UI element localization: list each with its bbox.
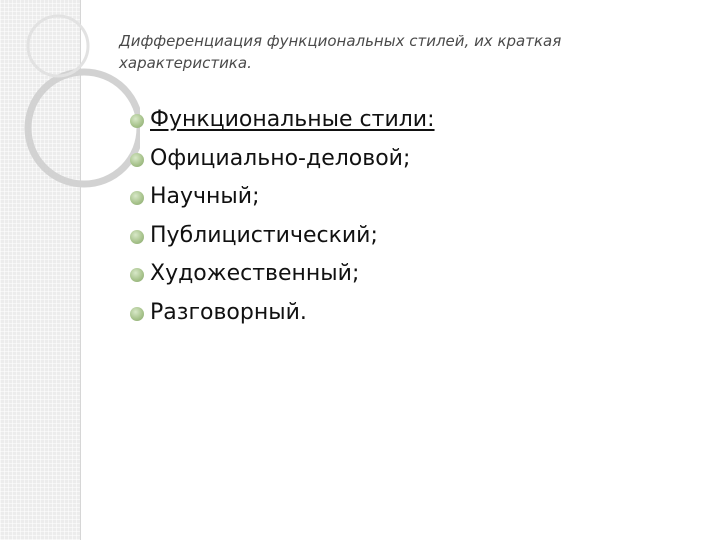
list-item xyxy=(130,255,435,294)
list-item-text: Научный; xyxy=(150,184,260,209)
list-item-text: Разговорный. xyxy=(150,299,307,325)
bullet-dot-icon xyxy=(130,230,144,244)
list-item-text: Художественный; xyxy=(150,261,360,286)
list-item-text: Публицистический; xyxy=(150,222,378,248)
bullet-dot-icon xyxy=(130,153,144,167)
list-item-heading xyxy=(130,101,435,140)
list-item xyxy=(130,217,435,256)
bullet-dot-icon xyxy=(130,114,144,128)
list-item xyxy=(130,140,435,179)
bullet-dot-icon xyxy=(130,191,144,205)
bullet-dot-icon xyxy=(130,268,144,282)
list-item-text: Функциональные стили: xyxy=(150,107,435,132)
list-item xyxy=(130,178,435,217)
slide-subtitle: Дифференциация функциональных стилей, их краткая характеристика. xyxy=(119,32,562,72)
styles-bullet-list xyxy=(130,101,435,332)
list-item xyxy=(130,294,435,333)
list-item-text: Официально-деловой; xyxy=(150,145,411,171)
bullet-dot-icon xyxy=(130,307,144,321)
